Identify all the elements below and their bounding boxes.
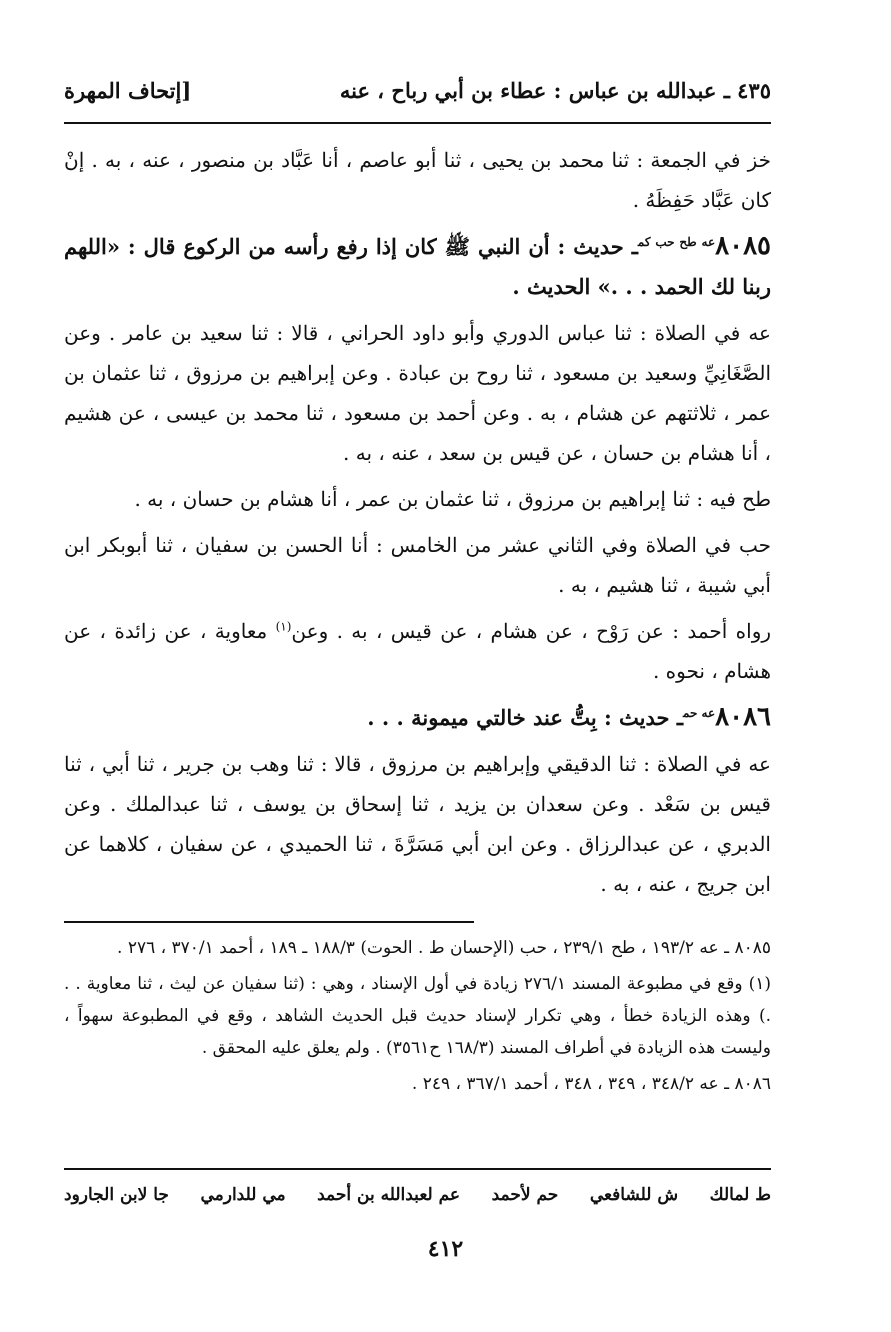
paragraph: خز في الجمعة : ثنا محمد بن يحيى ، ثنا أبو عاصم ، أنا عَبَّاد بن منصور ، عنه ، به . إنْ كان عَبَّاد حَفِظَهُ . [64,148,771,212]
hadith-number: ٨٠٨٦ [715,702,771,732]
abbreviation-legend [64,1180,771,1210]
footnote: (١) وقع في مطبوعة المسند ٢٧٦/١ زيادة في أول الإسناد ، وهي : (ثنا سفيان عن ليث ، ثنا معاوية . . .) وهذه الزيادة خطأ ، وهي تكرار لإسناد حديث قبل الحديث الشاهد ، وقع في المطبوعة سهواً ، وليست هذه الزيادة في أطراف المسند (١٦٨/٣ ح٣٥٦١) . ولم يعلق عليه المحقق . [64,974,771,1058]
paragraph: طح فيه : ثنا إبراهيم بن مرزوق ، ثنا عثمان بن عمر ، أنا هشام بن حسان ، به . [134,487,771,511]
legend-item: جا لابن الجارود [64,1185,169,1205]
paragraph-part: رواه أحمد : عن رَوْح ، عن هشام ، عن قيس ، به . وعن [291,619,772,643]
legend-rule [64,1168,771,1170]
footnotes [64,932,771,1104]
hadith-text: ـ حديث : أن النبي ﷺ كان إذا رفع رأسه من الركوع قال : «اللهم ربنا لك الحمد . . .» الحديث . [64,234,771,299]
paragraph-part: معاوية ، عن زائدة ، عن هشام ، نحوه . [64,619,771,683]
footnote-marker[interactable]: (١) [275,619,292,634]
header-rule [64,122,771,124]
hadith-number: ٨٠٨٥ [715,231,771,261]
hadith-sigla: عه طح حب كم [637,235,716,249]
paragraph: حب في الصلاة وفي الثاني عشر من الخامس : أنا الحسن بن سفيان ، ثنا أبوبكر ابن أبي شيبة ، ثنا هشيم ، به . [64,533,771,597]
footnote: ٨٠٨٦ ـ عه ٣٤٨/٢ ، ٣٤٩ ، ٣٤٨ ، أحمد ٣٦٧/١ ، ٢٤٩ . [411,1074,771,1094]
paragraph [64,611,771,691]
footnote: ٨٠٨٥ ـ عه ١٩٣/٢ ، طح ٢٣٩/١ ، حب (الإحسان ط . الحوت) ١٨٨/٣ ـ ١٨٩ ، أحمد ٣٧٠/١ ، ٢٧٦ . [117,938,771,958]
legend-item: عم لعبدالله بن أحمد [317,1185,461,1205]
hadith-heading-8086 [64,697,771,738]
hadith-text: ـ حديث : بِتُّ عند خالتي ميمونة . . . [367,705,683,730]
paragraph: عه في الصلاة : ثنا الدقيقي وإبراهيم بن مرزوق ، قالا : ثنا وهب بن جرير ، ثنا أبي ، ثنا قيس بن سَعْد . وعن سعدان بن يزيد ، ثنا إسحاق بن يوسف ، ثنا عبدالملك . وعن الدبري ، عن عبدالرزاق . وعن ابن أبي مَسَرَّةَ ، ثنا الحميدي ، عن سفيان ، كلاهما عن ابن جريج ، عنه ، به . [64,752,771,896]
page-header [64,70,771,110]
running-title: ٤٣٥ ـ عبدالله بن عباس : عطاء بن أبي رباح ، عنه [339,77,771,103]
paragraph: عه في الصلاة : ثنا عباس الدوري وأبو داود الحراني ، قالا : ثنا سعيد بن عامر . وعن الصَّغَانِيِّ وسعيد بن مسعود ، ثنا روح بن عبادة . وعن إبراهيم بن مرزوق ، ثنا عثمان بن عمر ، ثلاثتهم عن هشام ، به . وعن أحمد بن مسعود ، ثنا محمد بن عيسى ، عن هشيم ، أنا هشام بن حسان ، عن قيس بن سعد ، عنه ، به . [64,321,771,465]
main-text [64,140,771,910]
book-title: [إتحاف المهرة [64,77,192,103]
legend-item: حم لأحمد [491,1185,559,1205]
legend-item: مي للدارمي [200,1185,286,1205]
legend-item: ش للشافعي [589,1185,679,1205]
page-number: ٤١٢ [427,1236,464,1262]
legend-item: ط لمالك [709,1185,771,1205]
hadith-sigla: عه حم [683,706,716,720]
hadith-heading-8085 [64,226,771,307]
footnote-rule [64,921,474,923]
